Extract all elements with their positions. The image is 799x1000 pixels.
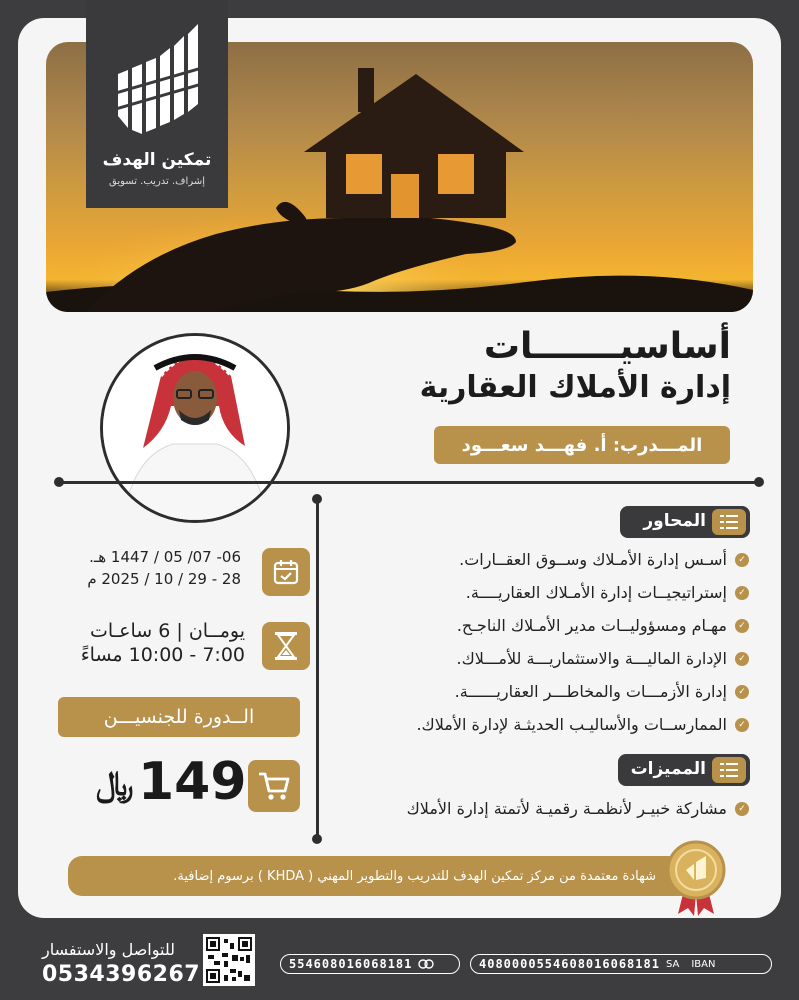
list-item: ✓ الإدارة الماليـــة والاستثماريـــة للأمـــلاك. xyxy=(416,642,749,675)
list-item: ✓ مشاركة خبيـر لأنظمـة رقميـة لأتمتة إدارة الأملاك xyxy=(407,792,749,825)
contact-label: للتواصل والاستفسار xyxy=(42,940,175,959)
date-gregorian: 28 - 29 / 10 / 2025 م xyxy=(87,570,241,588)
vertical-dot-top xyxy=(312,494,322,504)
brand-name: تمكين الهدف xyxy=(102,150,212,170)
iban-country: SA xyxy=(665,958,680,970)
currency-symbol: ﷼ xyxy=(96,764,134,804)
contact-phone[interactable]: 0534396267 xyxy=(42,962,201,987)
qr-code[interactable] xyxy=(203,934,255,986)
audience-badge: الــدورة للجنسيـــن xyxy=(58,697,300,737)
check-icon: ✓ xyxy=(735,586,749,600)
medal-icon xyxy=(664,840,728,916)
trainer-badge: المـــدرب: أ. فهـــد سعـــود xyxy=(434,426,730,464)
features-list xyxy=(407,792,749,825)
trainer-avatar xyxy=(103,336,287,520)
account-number-value: 554608016068181 xyxy=(289,957,413,971)
check-icon: ✓ xyxy=(735,553,749,567)
brand-tagline: إشراف. تدريب. تسويق xyxy=(109,176,205,187)
check-icon: ✓ xyxy=(735,652,749,666)
list-item: ✓ إستراتيجيــات إدارة الأمـلاك العقاريــــة. xyxy=(416,576,749,609)
list-item: ✓ أسـس إدارة الأمـلاك وســوق العقــارات. xyxy=(416,543,749,576)
certificate-text: شهادة معتمدة من مركز تمكين الهدف للتدريب والتطوير المهني ( KHDA ) برسوم إضافية. xyxy=(173,868,656,884)
list-item: ✓ مهـام ومسؤوليــات مدير الأمـلاك الناجـح. xyxy=(416,609,749,642)
session-time: 7:00 - 10:00 مساءً xyxy=(80,644,245,666)
check-icon: ✓ xyxy=(735,685,749,699)
brand-logo xyxy=(86,0,228,208)
list-icon xyxy=(712,509,746,535)
cart-icon[interactable] xyxy=(248,760,300,812)
check-icon: ✓ xyxy=(735,619,749,633)
duration: يومــان | 6 ساعـات xyxy=(89,620,245,642)
features-heading xyxy=(618,754,750,786)
axes-heading-label: المحاور xyxy=(643,511,706,531)
check-icon: ✓ xyxy=(735,802,749,816)
course-title-line1: أساسيـــــــات xyxy=(483,326,731,367)
vertical-dot-bottom xyxy=(312,834,322,844)
features-heading-label: المميزات xyxy=(630,759,706,779)
list-item: ✓ الممارســات والأساليـب الحديثـة لإدارة الأملاك. xyxy=(416,708,749,741)
list-item: ✓ إدارة الأزمـــات والمخاطـــر العقاريــــــة. xyxy=(416,675,749,708)
date-hijri: 06- 07/ 05 / 1447 هـ. xyxy=(89,548,241,566)
iban-value: 4080000554608016068181 xyxy=(479,957,660,971)
account-number xyxy=(280,954,460,974)
trainer-photo xyxy=(100,333,290,523)
certificate-note xyxy=(68,856,704,896)
divider-line xyxy=(60,481,760,484)
bank-icon xyxy=(418,958,434,970)
axes-list xyxy=(416,543,749,741)
price-amount: 149 xyxy=(138,752,247,812)
divider-dot-right xyxy=(754,477,764,487)
list-icon xyxy=(712,757,746,783)
check-icon: ✓ xyxy=(735,718,749,732)
logo-mark-icon xyxy=(112,24,202,134)
calendar-icon xyxy=(262,548,310,596)
iban-label: IBAN xyxy=(691,958,716,970)
axes-heading xyxy=(620,506,750,538)
course-title-line2: إدارة الأملاك العقارية xyxy=(419,370,731,405)
hourglass-icon xyxy=(262,622,310,670)
divider-dot-left xyxy=(54,477,64,487)
vertical-divider xyxy=(316,500,319,838)
iban xyxy=(470,954,772,974)
